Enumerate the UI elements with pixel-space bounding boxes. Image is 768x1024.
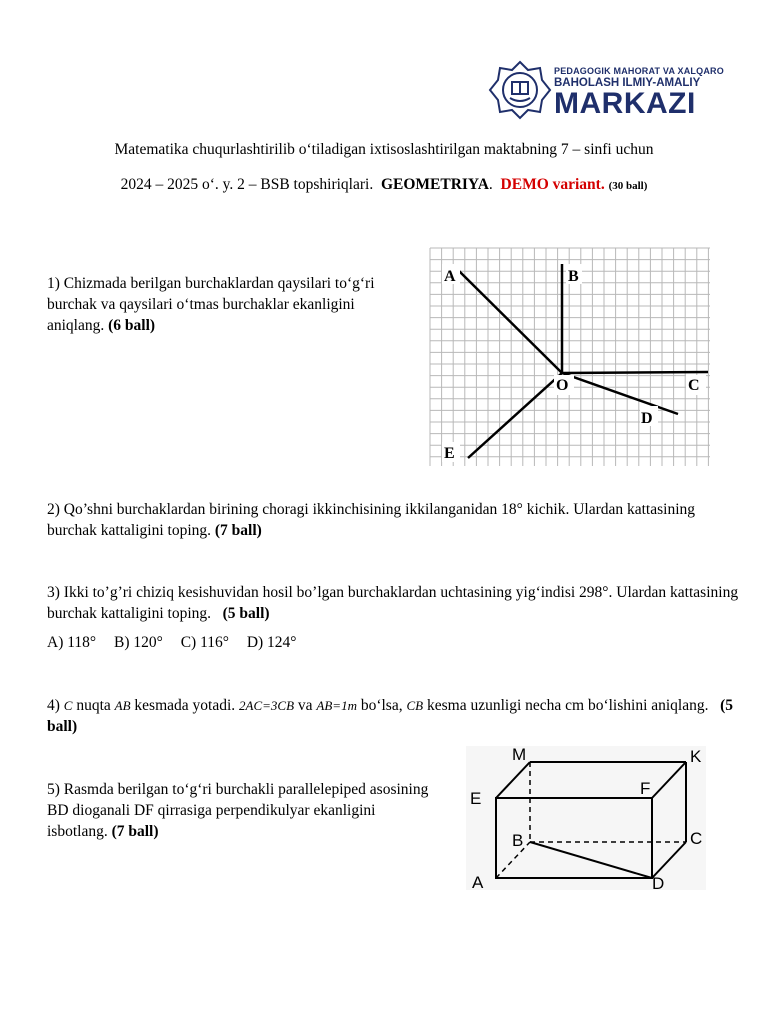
question-4-part-2: nuqta — [72, 697, 115, 714]
label-c: C — [688, 377, 700, 394]
label-a: A — [444, 268, 456, 285]
label-m: M — [512, 746, 527, 764]
question-1-text: 1) Chizmada berilgan burchaklardan qaysilari to‘g‘ri burchak va qaysilari o‘tmas burchaklar ekanligini aniqlang. — [47, 275, 375, 334]
math-ab-length: AB=1m — [316, 698, 357, 713]
angles-figure — [428, 246, 714, 470]
question-4 — [47, 695, 747, 737]
logo-line-1: PEDAGOGIK MAHORAT VA XALQARO — [554, 66, 724, 76]
question-4-points: (5 ball) — [47, 697, 734, 735]
logo-line-2: BAHOLASH ILMIY-AMALIY — [554, 77, 701, 89]
question-4-part-6: kesma uzunligi necha cm bo‘lishini aniqlang. — [423, 697, 709, 714]
logo-line-3: MARKAZI — [554, 87, 696, 120]
label-k: K — [690, 747, 702, 766]
parallelepiped-figure — [466, 746, 706, 890]
label-b: B — [512, 831, 524, 850]
question-4-part-3: kesmada yotadi. — [130, 697, 240, 714]
option-a: A) 118° — [47, 634, 97, 651]
label-b: B — [568, 268, 579, 285]
label-c: C — [690, 829, 703, 848]
question-1-points: (6 ball) — [108, 317, 156, 334]
question-3 — [47, 582, 747, 624]
label-a: A — [472, 873, 484, 890]
header-subject: GEOMETRIYA — [380, 176, 489, 193]
logo-text — [554, 66, 724, 119]
header-line-1: Matematika chuqurlashtirilib o‘tiladigan ixtisoslashtirilgan maktabning 7 – sinfi uchun — [114, 141, 654, 158]
question-5-points: (7 ball) — [111, 823, 159, 840]
math-ab: AB — [114, 698, 131, 713]
label-f: F — [640, 779, 651, 798]
header-line-2 — [0, 176, 768, 194]
question-3-points: (5 ball) — [222, 605, 270, 622]
header-year: 2024 – 2025 o‘. y. 2 – BSB topshiriqlari. — [120, 176, 374, 193]
header-points: (30 ball) — [608, 180, 648, 192]
question-3-text: 3) Ikki to’g’ri chiziq kesishuvidan hosil bo’lgan burchaklardan uchtasining yig‘indisi 298°. Ulardan kattasining burchak kattaligini toping. — [47, 584, 739, 622]
header-dot: . — [488, 176, 493, 193]
label-e: E — [444, 445, 455, 462]
math-cb: CB — [406, 698, 424, 713]
label-o: O — [556, 377, 569, 394]
label-d: D — [641, 410, 653, 427]
question-4-part-1: 4) — [47, 697, 64, 714]
option-b: B) 120° — [113, 634, 163, 651]
question-2-points: (7 ball) — [214, 522, 262, 539]
ray-od — [562, 373, 678, 414]
label-e: E — [470, 789, 482, 808]
emblem-icon — [488, 60, 552, 120]
option-d: D) 124° — [246, 634, 297, 651]
math-equation: 2AC=3CB — [239, 698, 295, 713]
question-3-options — [47, 634, 311, 652]
question-5 — [47, 779, 437, 842]
header-demo: DEMO variant. — [500, 176, 605, 193]
ray-oc — [562, 372, 708, 373]
question-4-part-4: va — [294, 697, 317, 714]
question-4-part-5: bo‘lsa, — [356, 697, 407, 714]
question-5-text: 5) Rasmda berilgan to‘g‘ri burchakli parallelepiped asosining BD dioganali DF qirrasiga perpendikulyar ekanligini isbotlang. — [47, 781, 429, 840]
question-2-text: 2) Qo’shni burchaklardan birining choragi ikkinchisining ikkilanganidan 18° kichik. Ulardan kattasining burchak kattaligini toping. — [47, 501, 696, 539]
option-c: C) 116° — [180, 634, 229, 651]
question-1 — [47, 273, 407, 336]
label-d: D — [652, 874, 665, 890]
question-2 — [47, 499, 737, 541]
math-c: C — [63, 698, 73, 713]
center-logo — [488, 60, 728, 120]
